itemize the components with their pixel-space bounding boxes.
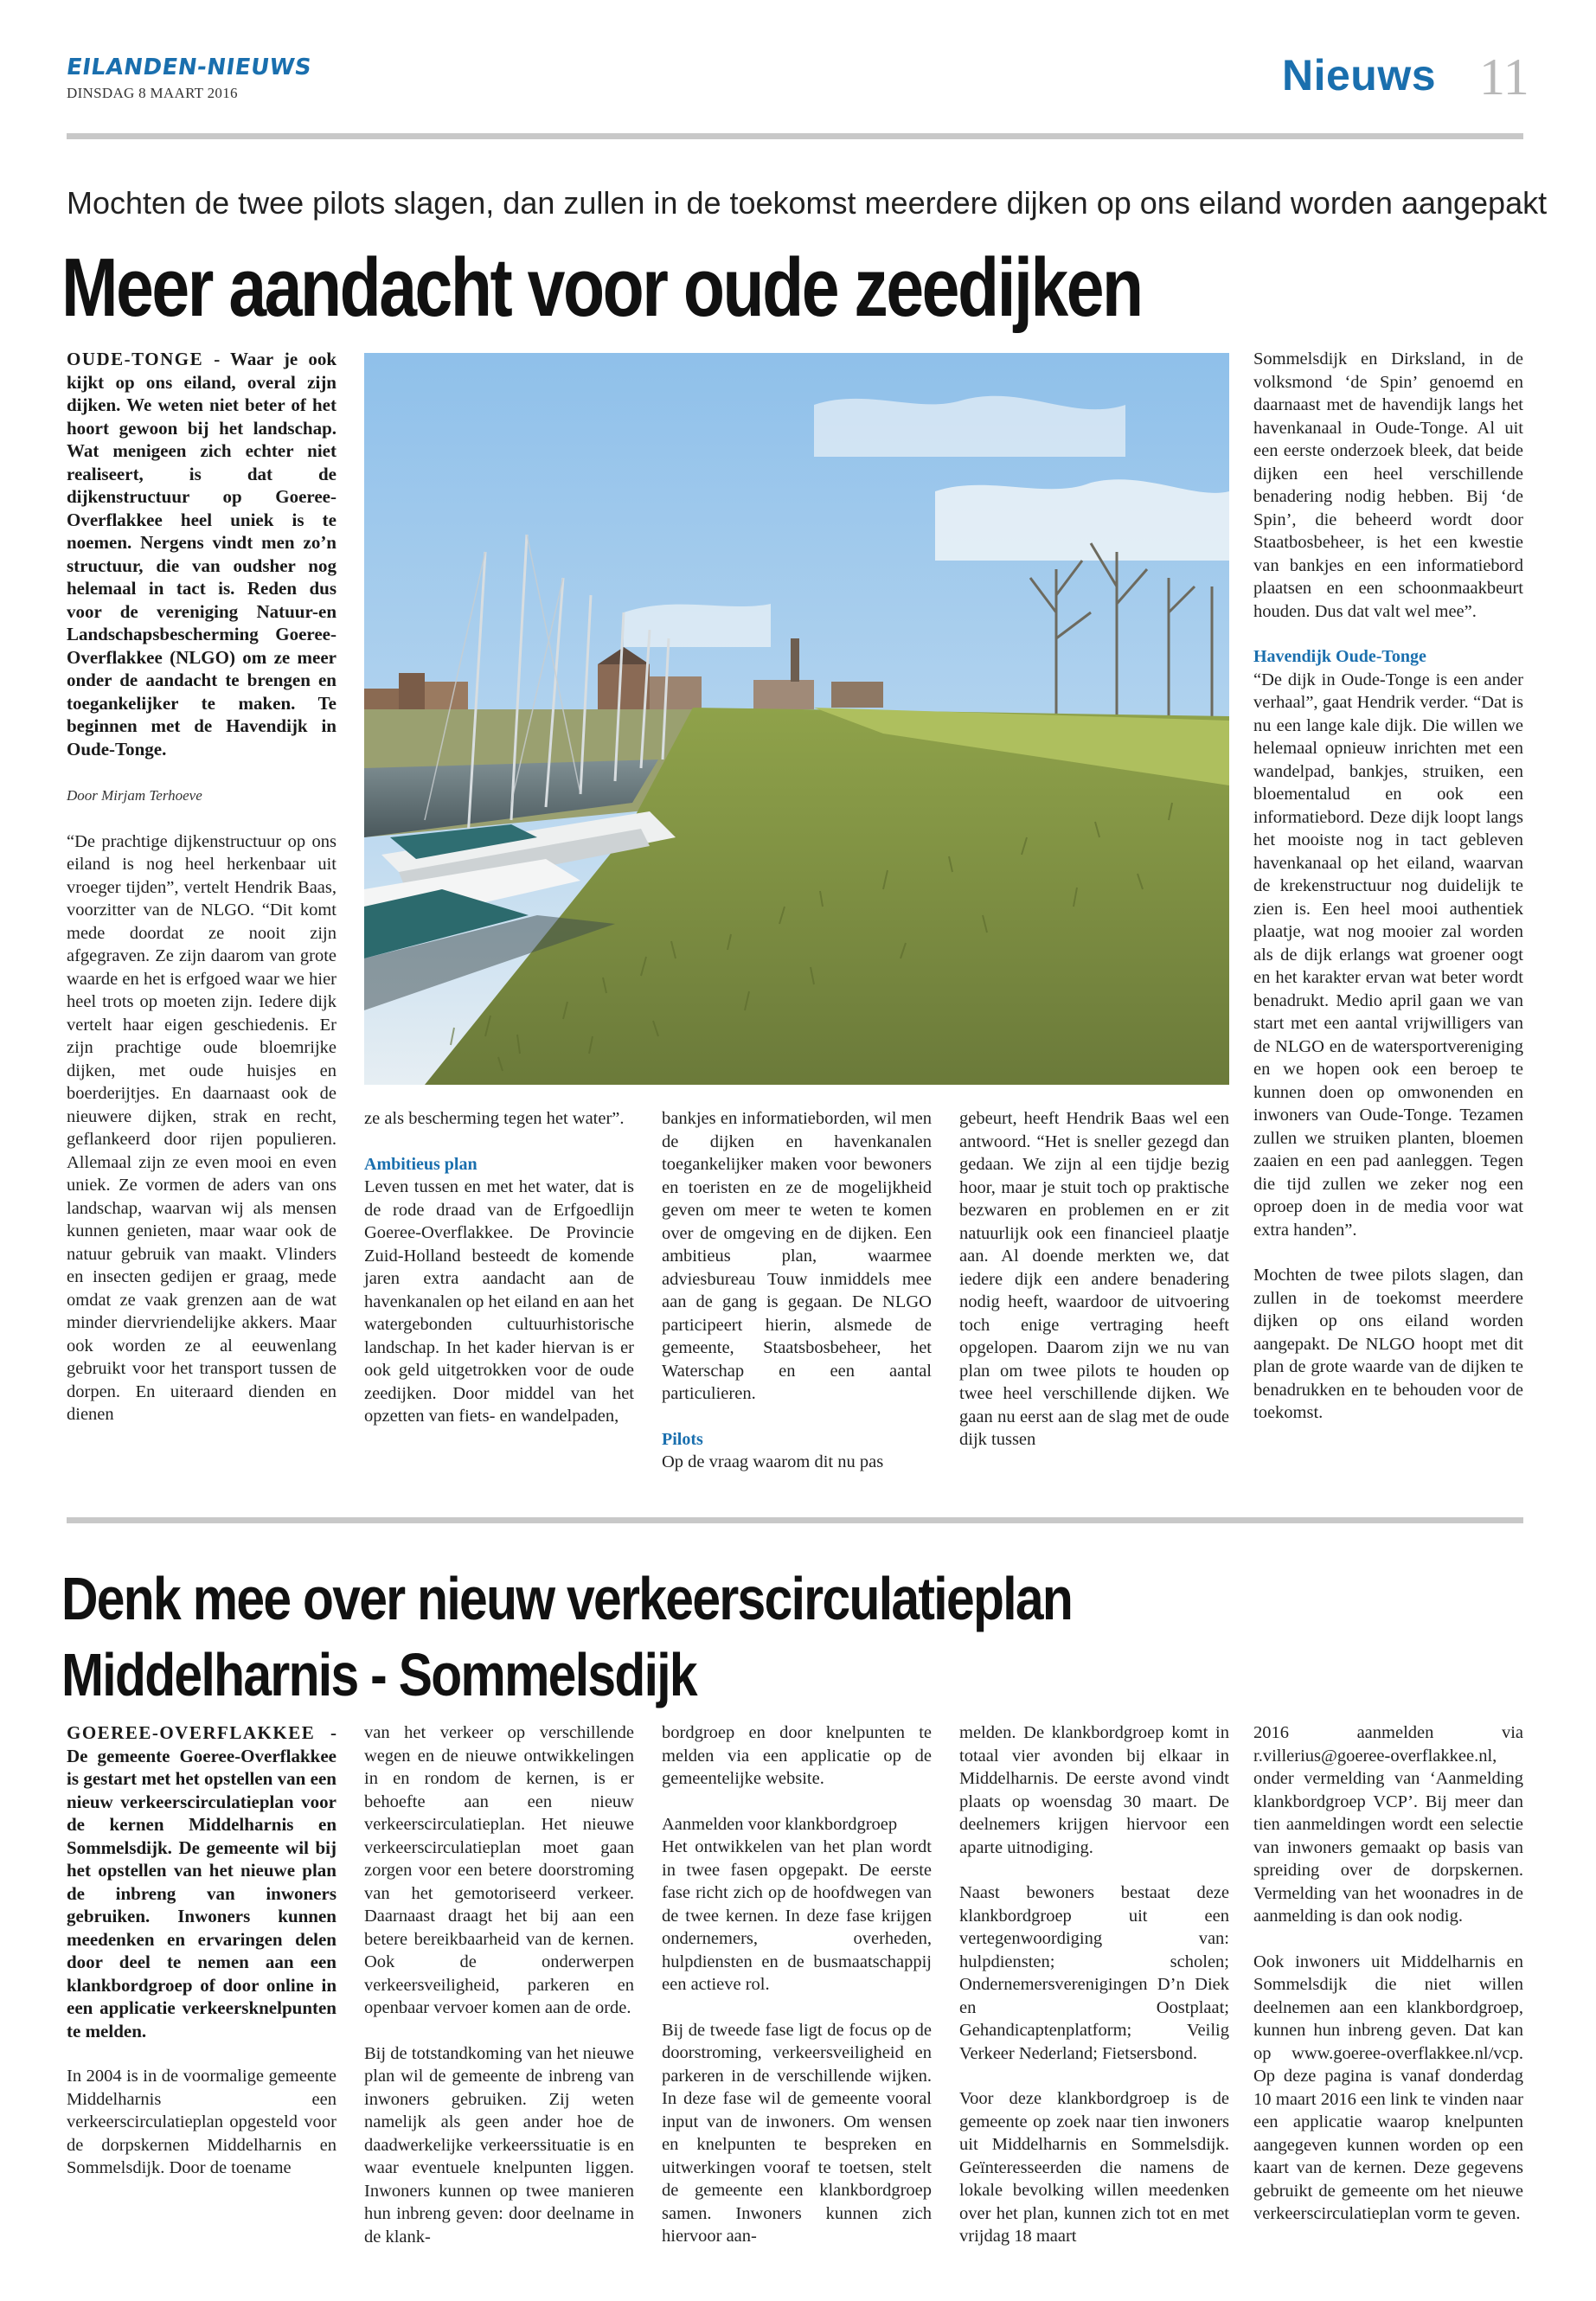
article1-photo-harbour-dike — [364, 353, 1229, 1085]
article1-subhead-havendijk: Havendijk Oude-Tonge — [1253, 647, 1426, 666]
article2-subhead-klankbordgroep: Aanmelden voor klankbordgroep — [662, 1814, 898, 1834]
article2-col2-p2: Bij de totstandkoming van het nieuwe plan wil de gemeente de inbreng van inwoners gebruiken. Zij weten namelijk als geen ander hoe de daadwerkelijke verkeerssituatie is en waar eventuele knelpunten liggen. Inwoners kunnen op twee manieren hun inbreng geven: door deelname in de klank- — [364, 2043, 634, 2247]
article1-column-1 — [67, 348, 337, 1426]
article2-headline-line2: Middelharnis - Sommelsdijk — [61, 1641, 696, 1708]
article1-byline: Door Mirjam Terhoeve — [67, 787, 202, 804]
article1-lead-place: OUDE-TONGE — [67, 349, 204, 369]
article1-column-2 — [364, 1107, 634, 1428]
article2-col1-body: In 2004 is in de voormalige gemeente Middelharnis een verkeerscirculatieplan opgesteld voor de dorpskernen Middelharnis en Sommelsdijk. Door de toename — [67, 2067, 337, 2177]
article1-col1-body: “De prachtige dijkenstructuur op ons eiland is nog heel herkenbaar uit vroeger tijden”, vertelt Hendrik Baas, voorzitter van de NLGO. “Dit komt mede doordat ze nooit zijn afgegraven. Ze zijn daarom van grote waarde en het is erfgoed waar we hier heel trots op moeten zijn. Iedere dijk vertelt haar eigen geschiedenis. Er zijn prachtige oude bloemrijke dijken, met oude huisjes en boerderijtjes. En daarnaast ook de nieuwere dijken, strak en recht, geflankeerd door rijen populieren. Allemaal zijn ze even mooi en even uniek. Ze vormen de aders van ons landschap, waarvan wij als mensen kunnen genieten, maar waar ook de natuur gebruik van maakt. Vlinders en insecten gedijen er graag, mede omdat ze vaak grenzen aan de wat minder diervriendelijke akkers. Maar ook worden ze al eeuwenlang gebruikt voor het transport tussen de dorpen. En uiteraard dienden en dienen — [67, 831, 337, 1424]
article2-column-5 — [1253, 1721, 1523, 2226]
article2-lead-text: - De gemeente Goeree-Overflakkee is gestart met het opstellen van een nieuw verkeerscirculatieplan voor de kernen Middelharnis en Sommelsdijk. De gemeente wil bij het opstellen van het nieuwe plan de inbreng van inwoners gebruiken. Inwoners kunnen meedenken en ervaringen delen door deel te nemen aan een klankbordgroep of door online in een applicatie verkeersknelpunten te melden. — [67, 1722, 337, 2041]
article1-col5-p3: Mochten de twee pilots slagen, dan zullen in de toekomst meerdere dijken op ons eiland worden aangepakt. De NLGO hoopt met dit plan de grote waarde van de dijken te benadrukken en te behouden voor de toekomst. — [1253, 1266, 1523, 1422]
article1-subhead-ambitieus: Ambitieus plan — [364, 1154, 478, 1174]
article-separator-rule — [67, 1517, 1523, 1523]
article1-col5-p1: Sommelsdijk en Dirksland, in de volksmond ‘de Spin’ genoemd en daarnaast met de havendijk langs het havenkanaal in Oude-Tonge. Al uit een eerste onderzoek bleek, dat beide dijken een heel verschillende benadering nodig hebben. Bij ‘de Spin’, die beheerd wordt door Staatbosbeheer, is het een kwestie van bankjes en een informatiebord plaatsen en een schoonmaakbeurt houden. Dus dat valt wel mee”. — [1253, 349, 1523, 621]
article2-col4-p3: Voor deze klankbordgroep is de gemeente op zoek naar tien inwoners uit Middelharnis en Sommelsdijk. Geïnteresseerden die namens de lokale bevolking willen meedenken over het plan, kunnen zich tot en met vrijdag 18 maart — [959, 2089, 1229, 2246]
article2-headline-line1: Denk mee over nieuw verkeerscirculatieplan — [61, 1565, 1073, 1632]
issue-date: DINSDAG 8 MAART 2016 — [67, 85, 238, 101]
article1-subhead-pilots: Pilots — [662, 1429, 703, 1449]
article2-lead-place: GOEREE-OVERFLAKKEE — [67, 1722, 316, 1743]
article1-lead-text: - Waar je ook kijkt op ons eiland, overal zijn dijken. We weten niet beter of het hoort gewoon bij het landschap. Wat menigeen zich echter niet realiseert, is dat de dijkenstructuur op Goeree-Overflakkee heel uniek is te noemen. Nergens vindt men zo’n structuur, die van oudsher nog helemaal in tact is. Reden dus voor de vereniging Natuur-en Landschapsbescherming Goeree-Overflakkee (NLGO) om ze meer onder de aandacht te brengen en toegankelijker te maken. Te beginnen met de Havendijk in Oude-Tonge. — [67, 349, 337, 760]
article2-col3-p3: Bij de tweede fase ligt de focus op de doorstroming, verkeersveiligheid en parkeren in de verschillende wijken. In deze fase wil de gemeente vooral input van de inwoners. Om wensen en knelpunten te bespreken en uitwerkingen vooraf te toetsen, stelt de gemeente een klankbordgroep samen. Inwoners kunnen zich hiervoor aan- — [662, 2020, 932, 2246]
article1-col3-p1: bankjes en informatieborden, wil men de dijken en havenkanalen toegankelijker maken voor bewoners en toeristen en ze de mogelijkheid geven om meer te weten te komen over de omgeving en de dijken. Een ambitieus plan, waarmee adviesbureau Touw inmiddels mee aan de gang is gegaan. De NLGO participeert hierin, alsmede de gemeente, Staatsbosbeheer, het Waterschap en een aantal particulieren. — [662, 1109, 932, 1403]
article1-column-3 — [662, 1107, 932, 1474]
article1-col3-p2: Op de vraag waarom dit nu pas — [662, 1452, 884, 1471]
article1-col4-p1: gebeurt, heeft Hendrik Baas wel een antwoord. “Het is sneller gezegd dan gedaan. We zijn al een tijdje bezig hoor, maar je stuit toch op praktische bezwaren en problemen en er zit natuurlijk ook een financieel plaatje aan. Al doende merkten we, dat iedere dijk een andere benadering nodig heeft, waardoor de uitvoering toch enige vertraging heeft opgelopen. Daarom zijn we nu van plan om twee pilots te houden op twee heel verschillende dijken. We gaan nu eerst aan de slag met de oude dijk tussen — [959, 1109, 1229, 1449]
section-title: Nieuws — [1282, 51, 1437, 99]
article2-col3-p1: bordgroep en door knelpunten te melden via een applicatie op de gemeentelijke website. — [662, 1723, 932, 1788]
article1-lead — [67, 348, 337, 760]
article1-kicker: Mochten de twee pilots slagen, dan zullen in de toekomst meerdere dijken op ons eiland worden aangepakt — [67, 185, 1548, 221]
article2-col3-p2: Het ontwikkelen van het plan wordt in twee fasen opgepakt. De eerste fase richt zich op de hoofdwegen van de twee kernen. In deze fase krijgen ondernemers, overheden, hulpdiensten en de busmaatschappij een actieve rol. — [662, 1837, 932, 1994]
article2-col4-p1: melden. De klankbordgroep komt in totaal vier avonden bij elkaar in Middelharnis. De eerste avond vindt plaats op woensdag 30 maart. De deelnemers krijgen hiervoor een aparte uitnodiging. — [959, 1723, 1229, 1857]
article2-col5-p1: 2016 aanmelden via r.villerius@goeree-overflakkee.nl, onder vermelding van ‘Aanmelding klankbordgroep VCP’. Bij meer dan tien aanmeldingen wordt een selectie van inwoners gemaakt op basis van spreiding over de dorpskernen. Vermelding van het woonadres in de aanmelding is dan ook nodig. — [1253, 1723, 1523, 1926]
newspaper-logo: EILANDEN-NIEUWS — [64, 54, 314, 80]
article2-column-3 — [662, 1721, 932, 2248]
article1-column-4 — [959, 1107, 1229, 1452]
article1-col2-p1: ze als bescherming tegen het water”. — [364, 1109, 625, 1128]
article2-lead — [67, 1721, 337, 2042]
article2-column-1 — [67, 1721, 337, 2180]
article1-col5-p2: “De dijk in Oude-Tonge is een ander verhaal”, gaat Hendrik verder. “Dat is nu een lange kale dijk. Die willen we helemaal opnieuw inrichten met een wandelpad, bankjes, struiken, een bloementalud en ook een informatiebord. Deze dijk loopt langs het mooiste nog in tact gebleven havenkanaal op het eiland, waarvan de krekenstructuur nog duidelijk te zien is. Een heel mooi authentiek plaatje, wat nog mooier zal worden als de dijk erlangs wat groener oogt en het karakter ervan wat beter wordt benadrukt. Medio april gaan we van start met een aantal vrijwilligers van de NLGO en de watersportvereniging en we hopen ook een beroep te kunnen doen op omwonenden en inwoners van Oude-Tonge. Tezamen zullen we struiken planten, bloemen zaaien en een pad aanleggen. Tegen die tijd zullen we zeker nog een oproep doen in de media voor wat extra handen”. — [1253, 670, 1523, 1240]
header-rule — [67, 133, 1523, 139]
article2-column-2 — [364, 1721, 634, 2248]
article1-col2-p2: Leven tussen en met het water, dat is de rode draad van de Erfgoedlijn Goeree-Overflakkee. De Provincie Zuid-Holland besteedt de komende jaren extra aandacht aan de havenkanalen op het eiland en aan het watergebonden cultuurhistorische landschap. In het kader hiervan is er ook geld uitgetrokken voor de oude zeedijken. Door middel van het opzetten van fiets- en wandelpaden, — [364, 1177, 634, 1426]
article1-headline: Meer aandacht voor oude zeedijken — [61, 241, 1142, 334]
article2-col4-p2: Naast bewoners bestaat deze klankbordgroep uit een vertegenwoordiging van: hulpdiensten; scholen; Ondernemersverenigingen D’n Diek en Oostplaat; Gehandicaptenplatform; Veilig Verkeer Nederland; Fietsersbond. — [959, 1883, 1229, 2063]
article1-column-5 — [1253, 348, 1523, 1425]
article2-col5-p2: Ook inwoners uit Middelharnis en Sommelsdijk die niet willen deelnemen aan een klankbordgroep, kunnen hun inbreng geven. Dat kan op www.goeree-overflakkee.nl/vcp. Op deze pagina is vanaf donderdag 10 maart 2016 een link te vinden naar een applicatie waarop knelpunten aangegeven kunnen worden op een kaart van de kernen. Deze gegevens gebruikt de gemeente om het nieuwe verkeerscirculatieplan vorm te geven. — [1253, 1952, 1523, 2223]
article2-column-4 — [959, 1721, 1229, 2248]
article2-col2-p1: van het verkeer op verschillende wegen en de nieuwe ontwikkelingen in en rondom de kernen, is er behoefte aan een nieuw verkeerscirculatieplan. Het nieuwe verkeerscirculatieplan moet gaan zorgen voor een betere doorstroming van het gemotoriseerd verkeer. Daarnaast draagt het bij aan een betere bereikbaarheid van de kernen. Ook de onderwerpen verkeersveiligheid, parkeren en openbaar vervoer komen aan de orde. — [364, 1723, 634, 2017]
page-number: 11 — [1479, 48, 1529, 106]
